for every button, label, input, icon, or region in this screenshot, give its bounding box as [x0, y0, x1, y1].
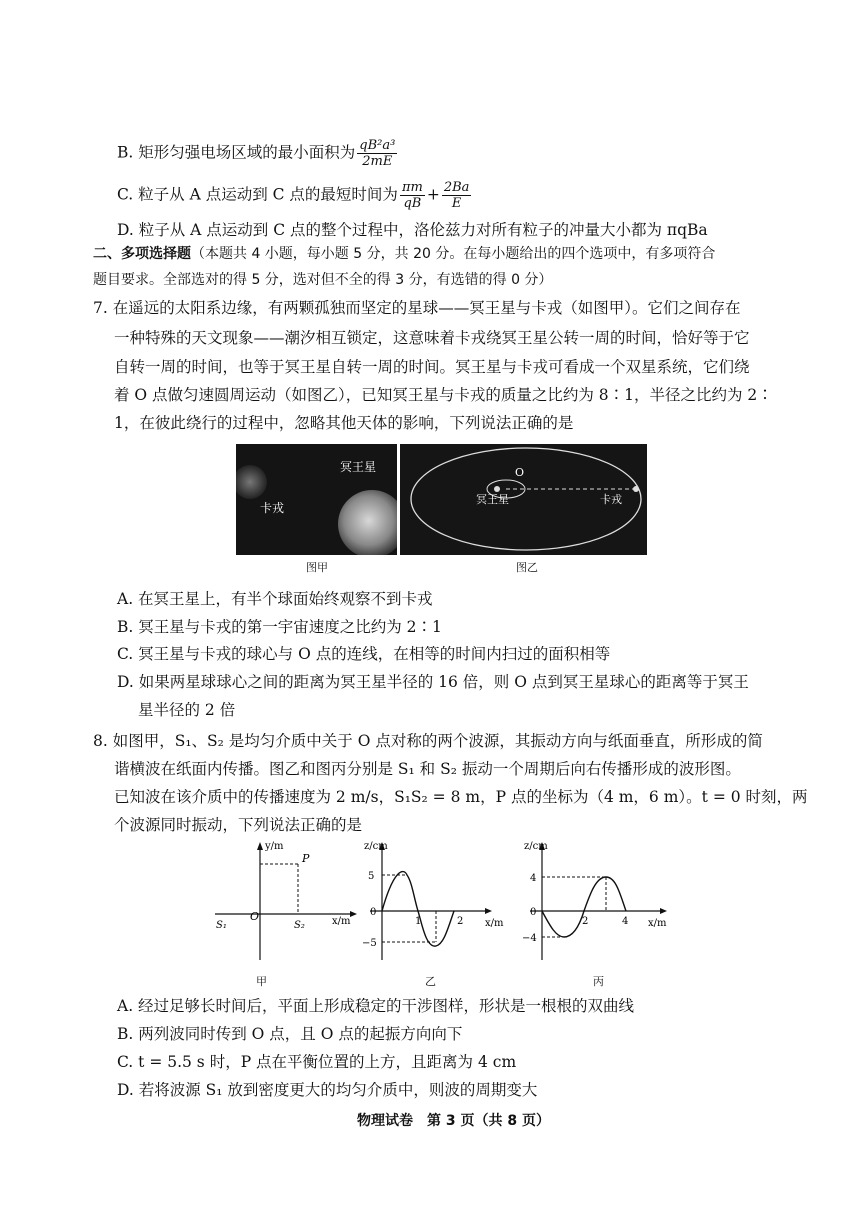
- q7-stem-5: 1，在彼此绕行的过程中，忽略其他天体的影响，下列说法正确的是: [114, 414, 574, 432]
- q6-option-d: D. 粒子从 A 点运动到 C 点的整个过程中，洛伦兹力对所有粒子的冲量大小都为 πqBa: [117, 221, 708, 239]
- fig-b-charon-label: 卡戎: [600, 493, 622, 506]
- q7-stem-3: 自转一周的时间，也等于冥王星自转一周的时间。冥王星与卡戎可看成一个双星系统，它们绕: [114, 358, 750, 376]
- q8-option-a: A. 经过足够长时间后，平面上形成稳定的干涉图样，形状是一根根的双曲线: [117, 997, 635, 1015]
- q8-stem-1: 8. 如图甲，S₁、S₂ 是均匀介质中关于 O 点对称的两个波源，其振动方向与纸面垂直，所形成的简: [93, 732, 763, 750]
- fig1-xlabel: x/m: [332, 916, 351, 927]
- q6-c-f1-num: πm: [401, 180, 423, 195]
- fig1-o: O: [250, 910, 260, 923]
- q6-c-f1-den: qB: [403, 196, 422, 211]
- fig1-s1: S₁: [216, 920, 227, 931]
- fig-a-charon-label: 卡戎: [260, 501, 285, 515]
- q6-b-fraction: [357, 138, 397, 169]
- fig3-xlabel: x/m: [648, 918, 667, 929]
- q7-option-c: C. 冥王星与卡戎的球心与 O 点的连线，在相等的时间内扫过的面积相等: [117, 645, 611, 663]
- x-arrow-icon: [485, 908, 492, 914]
- fig3-tick-m4: −4: [522, 933, 537, 944]
- q8-stem-3: 已知波在该介质中的传播速度为 2 m/s，S₁S₂ = 8 m，P 点的坐标为（4 m，6 m）。t = 0 时刻，两: [114, 788, 808, 806]
- q8-figure-2: [360, 838, 510, 968]
- fig-a-pluto-label: 冥王星: [340, 460, 377, 474]
- fig2-origin: 0: [370, 907, 377, 918]
- q8-caption-1: 甲: [256, 975, 267, 988]
- q8-option-d: D. 若将波源 S₁ 放到密度更大的均匀介质中，则波的周期变大: [117, 1081, 538, 1099]
- x-arrow-icon: [350, 911, 357, 917]
- q6-b-text: B. 矩形匀强电场区域的最小面积为: [117, 143, 356, 162]
- q8-caption-3: 丙: [593, 975, 604, 988]
- section2-line2: 题目要求。全部选对的得 5 分，选对但不全的得 3 分，有选错的得 0 分）: [93, 272, 553, 288]
- q8-option-b: B. 两列波同时传到 O 点，且 O 点的起振方向向下: [117, 1025, 463, 1043]
- section2-heading: 二、多项选择题: [93, 246, 191, 262]
- y-arrow-icon: [257, 842, 263, 850]
- q6-c-fraction-1: [400, 180, 425, 211]
- fig3-tick-4: 4: [530, 873, 537, 884]
- q8-stem-2: 谐横波在纸面内传播。图乙和图丙分别是 S₁ 和 S₂ 振动一个周期后向右传播形成的波形图。: [114, 760, 741, 778]
- q6-option-c: [117, 180, 473, 211]
- fig2-tick-5: 5: [368, 871, 375, 882]
- fig2-tick-m5: −5: [362, 938, 377, 949]
- q6-c-f2-den: E: [451, 196, 462, 211]
- page-footer: 物理试卷 第 3 页（共 8 页）: [357, 1113, 550, 1129]
- fig3-tick-2: 2: [582, 916, 589, 927]
- q6-b-num: qB²a³: [359, 138, 396, 153]
- q7-option-d-1: D. 如果两星球球心之间的距离为冥王星半径的 16 倍，则 O 点到冥王星球心的距离等于冥王: [117, 673, 749, 691]
- q7-figure-a: [236, 444, 397, 555]
- q7-option-b: B. 冥王星与卡戎的第一宇宙速度之比约为 2∶1: [117, 618, 442, 636]
- q6-c-fraction-2: [442, 180, 472, 211]
- q7-option-a: A. 在冥王星上，有半个球面始终观察不到卡戎: [117, 590, 433, 608]
- fig-b-o-label: O: [515, 466, 525, 479]
- fig3-ylabel: z/cm: [524, 841, 548, 852]
- q6-c-f2-num: 2Ba: [443, 180, 470, 195]
- q7-figure-b: [400, 444, 647, 555]
- q6-b-den: 2mE: [362, 154, 393, 169]
- q7-stem-4: 着 O 点做匀速圆周运动（如图乙），已知冥王星与卡戎的质量之比约为 8∶1，半径之比约为 2∶: [114, 386, 773, 404]
- q8-stem-4: 个波源同时振动，下列说法正确的是: [114, 816, 363, 834]
- fig-b-pluto-label: 冥王星: [476, 493, 509, 506]
- fig3-tick-x4: 4: [622, 916, 629, 927]
- q8-figure-1: [210, 838, 360, 988]
- fig2-ylabel: z/cm: [364, 841, 388, 852]
- fig2-tick-2: 2: [457, 916, 464, 927]
- fig2-tick-1: 1: [415, 916, 422, 927]
- wave-curve: [542, 877, 629, 937]
- q7-stem-2: 一种特殊的天文现象——潮汐相互锁定，这意味着卡戎绕冥王星公转一周的时间，恰好等于它: [114, 329, 750, 347]
- section2-desc1: （本题共 4 小题，每小题 5 分，共 20 分。在每小题给出的四个选项中，有多项符合: [191, 246, 716, 262]
- fig3-origin: 0: [530, 907, 537, 918]
- q8-figure-3: [520, 838, 680, 968]
- q6-option-b: [117, 138, 399, 169]
- q7-caption-a: 图甲: [306, 561, 328, 574]
- charon-dot: [633, 486, 639, 492]
- fig2-xlabel: x/m: [485, 918, 504, 929]
- q8-option-c: C. t = 5.5 s 时，P 点在平衡位置的上方，且距离为 4 cm: [117, 1053, 517, 1071]
- q7-caption-b: 图乙: [516, 561, 538, 574]
- q6-c-plus: +: [426, 185, 440, 204]
- q7-option-d-2: 星半径的 2 倍: [138, 701, 236, 719]
- q6-c-text: C. 粒子从 A 点运动到 C 点的最短时间为: [117, 185, 398, 204]
- q7-stem-1: 7. 在遥远的太阳系边缘，有两颗孤独而坚定的星球——冥王星与卡戎（如图甲）。它们之间存在: [93, 299, 741, 317]
- pluto-dot: [494, 486, 500, 492]
- wave-curve: [382, 872, 454, 947]
- fig1-s2: S₂: [294, 920, 305, 931]
- section2-line1: [93, 244, 715, 264]
- q8-caption-2: 乙: [425, 975, 436, 988]
- fig1-p: P: [302, 852, 310, 865]
- fig1-ylabel: y/m: [265, 841, 284, 852]
- x-arrow-icon: [660, 908, 667, 914]
